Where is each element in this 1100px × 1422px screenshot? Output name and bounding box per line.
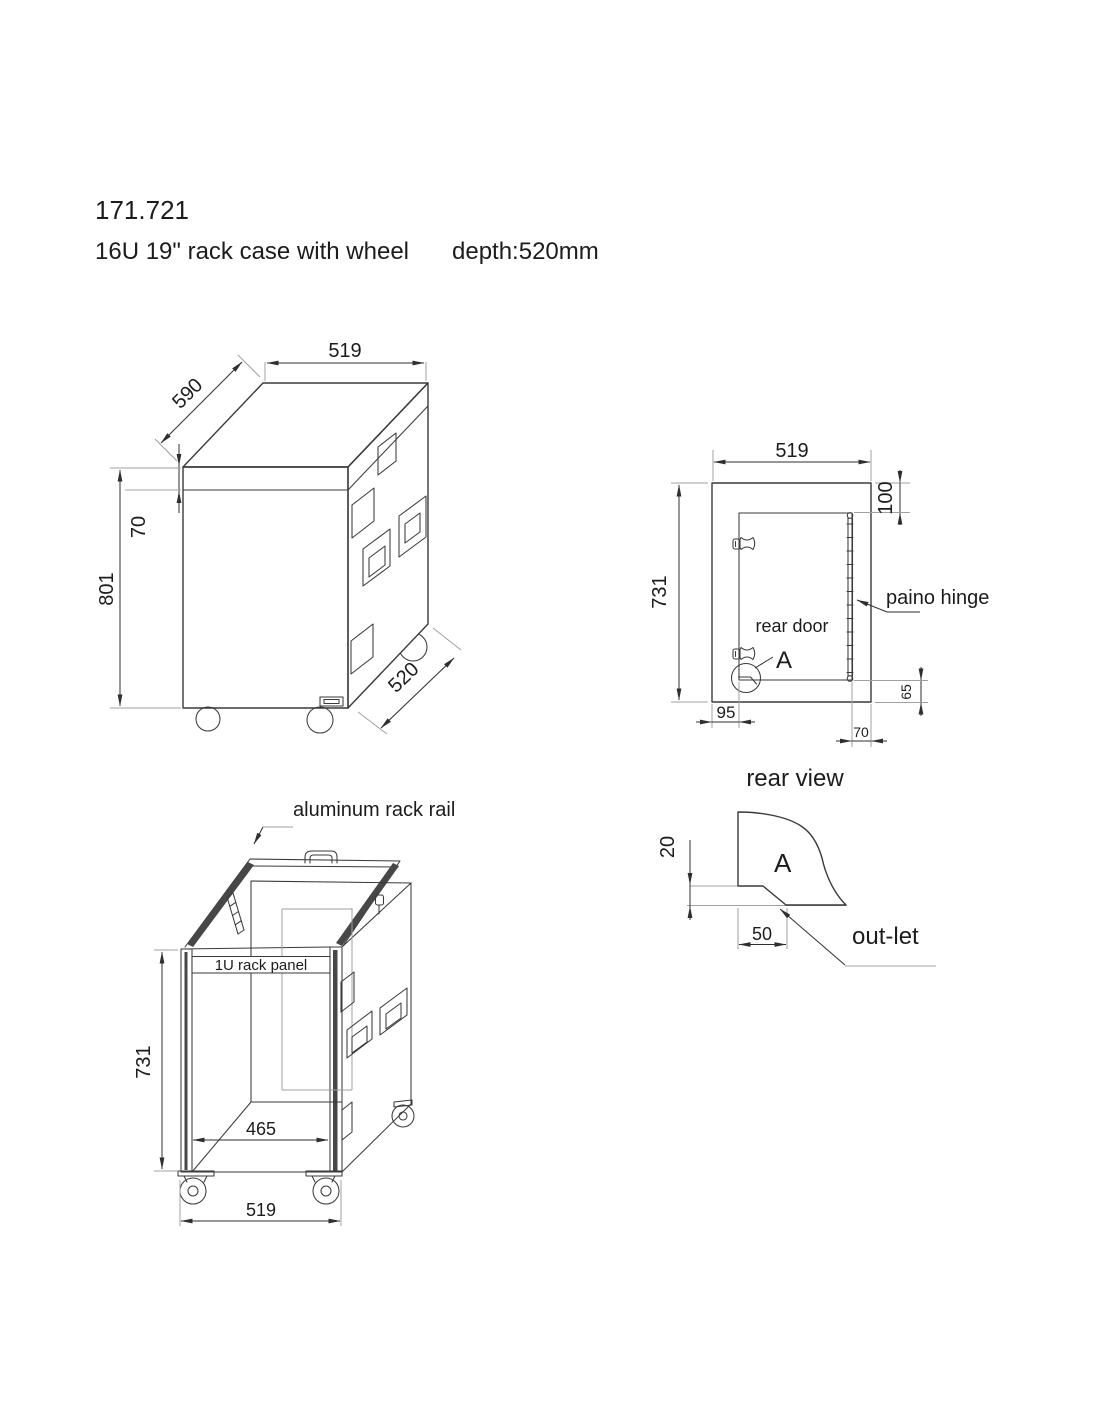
side-recessed-handle [399,496,426,557]
dim-outlet-from-bottom: 65 [898,684,914,700]
front-wheel [196,707,220,731]
butterfly-latch [733,538,755,550]
caster-front-right [306,1171,342,1204]
front-wheel [307,707,333,733]
dim-open-width: 519 [245,1200,277,1220]
rail-label: aluminum rack rail [293,799,456,821]
dim-inner-width: 465 [245,1119,277,1139]
dim-notch-height: 20 [657,835,679,859]
side-recessed-handle [380,988,407,1035]
product-title: 16U 19" rack case with wheel [95,238,410,265]
iso-dimensions [96,340,461,734]
lid-rail-right [336,863,399,946]
rear-door-label: rear door [755,616,829,636]
open-view [133,799,455,1226]
side-handle-cutout [351,624,373,674]
lid-rail-left [187,862,254,947]
dim-lid-height: 70 [128,515,150,539]
side-latch-cutout [378,433,396,475]
lid-latch [376,895,384,914]
open-dimensions [133,950,341,1226]
rear-wheel [399,633,427,661]
rail-callout [254,799,455,844]
lid-handle [305,851,337,863]
detail-marker-label: A [776,647,793,674]
name-plate [320,697,343,706]
dim-latch-from-left: 95 [716,703,736,722]
rear-door [739,513,852,680]
detail-marker-label: A [774,848,792,878]
outlet-label: out-let [852,923,919,950]
title-block [95,195,599,265]
dim-notch-width: 50 [751,924,773,944]
dim-top-depth: 590 [168,374,208,414]
rear-view-caption: rear view [746,765,844,792]
detail-a-view [657,812,936,966]
detail-callout [732,647,793,693]
side-handle-cutout [342,1102,352,1140]
side-handle-cutout [352,488,374,538]
dim-rear-width: 519 [775,440,809,462]
dim-open-height: 731 [133,1045,155,1079]
open-lid [185,851,400,947]
dim-hinge-from-right: 70 [853,724,869,740]
model-number: 171.721 [95,195,189,225]
case-side-face [348,383,428,708]
butterfly-latch [733,648,755,660]
side-recessed-handle [347,1011,372,1058]
dim-total-height: 801 [96,572,118,606]
dim-bottom-depth: 520 [384,658,424,698]
depth-spec: depth:520mm [452,238,599,265]
rack-panel-label: 1U rack panel [214,957,308,974]
outlet-corner-profile [738,812,846,905]
caster-front-left [178,1171,214,1204]
detail-dimensions [657,836,787,949]
interior-back-edges [192,881,411,1172]
outlet-callout [780,909,936,966]
isometric-view [96,340,461,734]
rear-view [649,440,989,792]
side-recessed-handle [363,529,390,586]
open-body [178,881,414,1204]
lid-stay-chain [227,893,244,934]
piano-hinge [847,513,853,682]
hinge-label: paino hinge [886,587,990,609]
case-front-face [183,467,348,708]
name-plate-slot [324,700,339,704]
case-top-face [183,383,428,467]
dim-rear-height: 731 [649,575,671,609]
dim-hinge-from-top: 100 [875,481,897,515]
lid-seam-line [183,406,428,490]
hinge-callout [857,587,989,612]
dim-top-width: 519 [328,340,362,362]
